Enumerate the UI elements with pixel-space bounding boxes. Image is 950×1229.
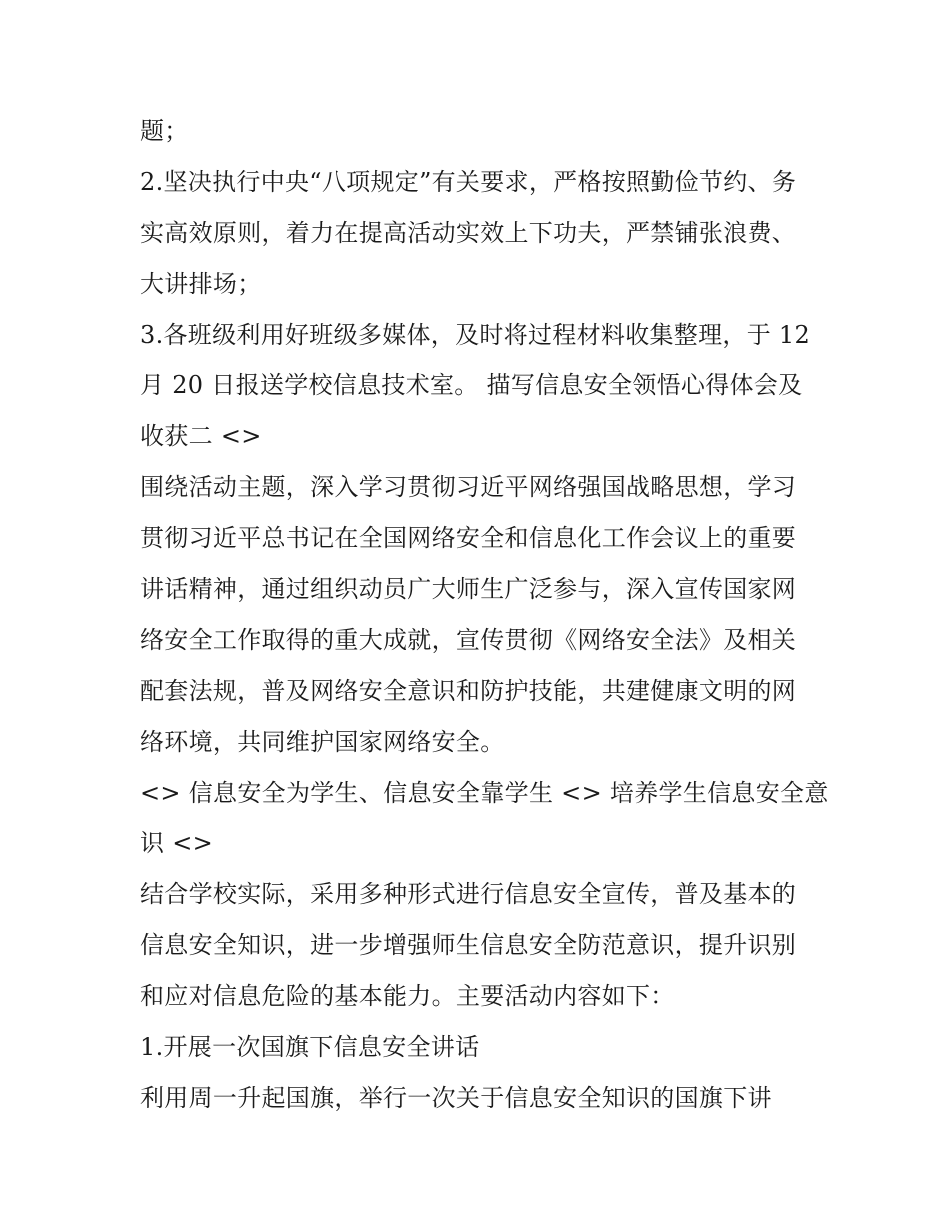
text-line: 2.坚决执行中央“八项规定”有关要求，严格按照勤俭节约、务	[140, 167, 797, 196]
text-line: 3.各班级利用好班级多媒体，及时将过程材料收集整理，于 12	[140, 320, 811, 349]
text-line: 结合学校实际，采用多种形式进行信息安全宣传，普及基本的	[140, 880, 797, 909]
text-line: 识 <>	[140, 829, 214, 858]
text-line: 信息安全知识，进一步增强师生信息安全防范意识，提升识别	[140, 931, 797, 960]
text-line: 配套法规，普及网络安全意识和防护技能，共建健康文明的网	[140, 676, 797, 705]
text-line: 贯彻习近平总书记在全国网络安全和信息化工作会议上的重要	[140, 524, 797, 553]
text-line: 实高效原则，着力在提高活动实效上下功夫，严禁铺张浪费、	[140, 218, 797, 247]
text-line: 讲话精神，通过组织动员广大师生广泛参与，深入宣传国家网	[140, 575, 797, 604]
text-line: 题；	[140, 117, 189, 145]
text-line: 利用周一升起国旗，举行一次关于信息安全知识的国旗下讲	[140, 1083, 772, 1112]
document-body	[140, 106, 829, 1124]
text-line: 围绕活动主题，深入学习贯彻习近平网络强国战略思想，学习	[140, 473, 797, 502]
text-line: 络环境，共同维护国家网络安全。	[140, 727, 505, 756]
text-line: 月 20 日报送学校信息技术室。 描写信息安全领悟心得体会及	[140, 371, 803, 400]
text-line: 大讲排场；	[140, 269, 262, 298]
text-line: 和应对信息危险的基本能力。主要活动内容如下：	[140, 982, 675, 1011]
text-line: 1.开展一次国旗下信息安全讲话	[140, 1033, 480, 1062]
text-line: <> 信息安全为学生、信息安全靠学生 <> 培养学生信息安全意	[140, 778, 829, 807]
text-line: 络安全工作取得的重大成就，宣传贯彻《网络安全法》及相关	[140, 625, 797, 654]
text-line: 收获二 <>	[140, 422, 262, 451]
